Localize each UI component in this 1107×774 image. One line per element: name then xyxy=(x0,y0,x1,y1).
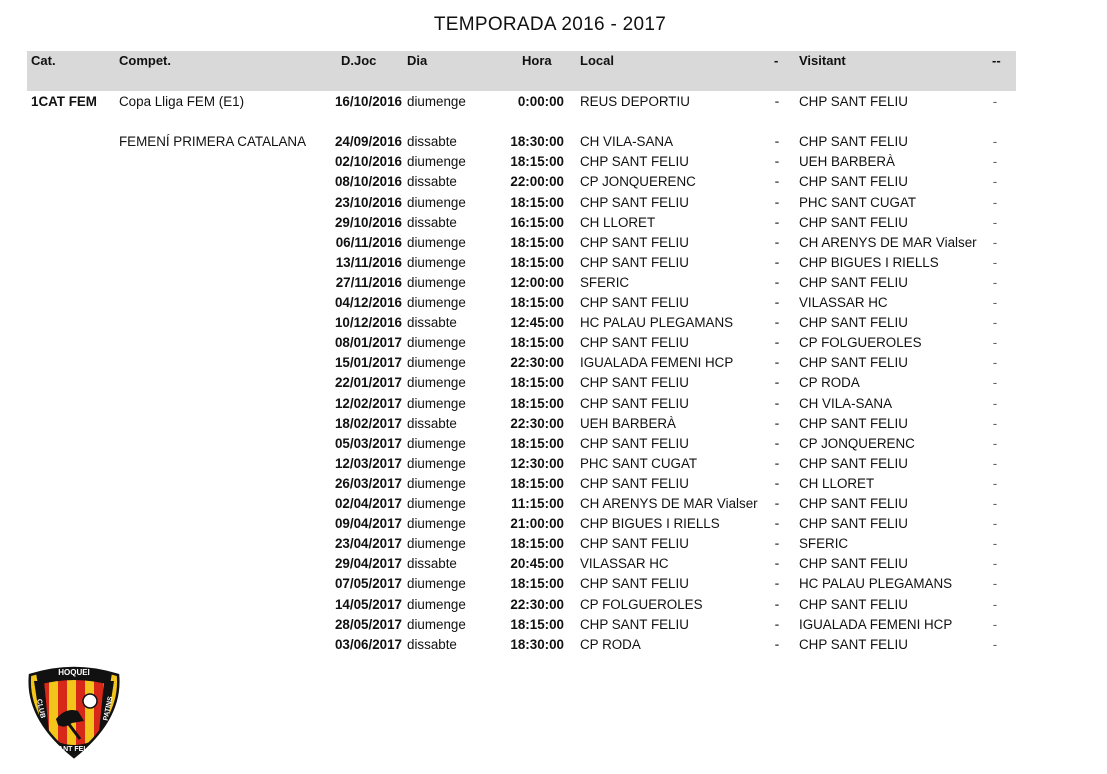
visitant-team: VILASSAR HC xyxy=(799,295,888,310)
visitant-team: PHC SANT CUGAT xyxy=(799,194,917,210)
match-day: diumenge xyxy=(407,154,466,170)
team-separator: - xyxy=(774,315,780,331)
row-end-mark: - xyxy=(992,415,998,431)
match-day: diumenge xyxy=(407,455,466,471)
row-end-mark: - xyxy=(992,435,998,451)
visitant-team: CH VILA-SANA xyxy=(799,395,893,411)
visitant-team: CHP SANT FELIU xyxy=(799,214,908,230)
header-sep: - xyxy=(774,53,779,68)
visitant-team: CH LLORET xyxy=(799,475,875,491)
header-hora: Hora xyxy=(522,53,552,68)
match-date: 16/10/2016 xyxy=(334,94,402,109)
row-end-mark: - xyxy=(992,576,998,592)
team-separator: - xyxy=(774,134,780,150)
team-separator: - xyxy=(774,536,780,552)
match-time: 18:15:00 xyxy=(510,194,564,210)
match-date: 03/06/2017 xyxy=(334,636,402,652)
team-separator: - xyxy=(774,174,780,190)
local-team: CHP SANT FELIU xyxy=(580,254,689,270)
row-end-mark: - xyxy=(992,174,998,190)
match-time: 18:15:00 xyxy=(510,254,564,270)
match-date: 07/05/2017 xyxy=(334,576,402,592)
logo-top-text: HOQUEI xyxy=(58,668,90,677)
team-separator: - xyxy=(774,335,780,351)
match-date: 02/04/2017 xyxy=(334,496,402,511)
local-team: CH VILA-SANA xyxy=(580,134,674,150)
match-date: 13/11/2016 xyxy=(335,254,402,270)
visitant-team: CHP SANT FELIU xyxy=(799,516,908,532)
row-end-mark: - xyxy=(992,455,998,471)
match-day: diumenge xyxy=(407,576,466,592)
row-end-mark: - xyxy=(992,355,998,371)
header-end: -- xyxy=(992,53,1001,68)
match-date: 12/03/2017 xyxy=(334,455,402,471)
match-date: 15/01/2017 xyxy=(334,355,402,371)
row-end-mark: - xyxy=(992,496,998,511)
visitant-team: CHP SANT FELIU xyxy=(799,415,908,431)
match-time: 18:15:00 xyxy=(510,536,564,552)
match-time: 18:30:00 xyxy=(510,636,564,652)
row-end-mark: - xyxy=(992,315,998,331)
match-date: 09/04/2017 xyxy=(334,516,402,532)
match-day: diumenge xyxy=(407,616,466,632)
match-date: 12/02/2017 xyxy=(334,395,402,411)
row-end-mark: - xyxy=(992,295,998,310)
team-separator: - xyxy=(774,435,780,451)
match-time: 18:15:00 xyxy=(510,295,564,310)
visitant-team: HC PALAU PLEGAMANS xyxy=(799,576,953,592)
team-separator: - xyxy=(774,234,780,250)
local-team: SFERIC xyxy=(580,274,630,290)
row-end-mark: - xyxy=(992,274,998,290)
match-time: 22:30:00 xyxy=(510,355,564,371)
logo-bottom-text: SANT FELIU xyxy=(53,746,95,753)
club-logo xyxy=(22,663,126,759)
team-separator: - xyxy=(774,94,780,109)
visitant-team: CHP SANT FELIU xyxy=(799,355,908,371)
visitant-team: CHP SANT FELIU xyxy=(799,455,908,471)
local-team: CP RODA xyxy=(580,636,641,652)
team-separator: - xyxy=(774,254,780,270)
match-time: 22:30:00 xyxy=(510,596,564,612)
team-separator: - xyxy=(774,636,780,652)
team-separator: - xyxy=(774,375,780,391)
match-time: 18:15:00 xyxy=(510,616,564,632)
team-separator: - xyxy=(774,295,780,310)
match-date: 04/12/2016 xyxy=(334,295,402,310)
visitant-team: CH ARENYS DE MAR Vialser xyxy=(799,234,977,250)
team-separator: - xyxy=(774,576,780,592)
header-visitant: Visitant xyxy=(799,53,846,68)
row-end-mark: - xyxy=(992,475,998,491)
match-day: diumenge xyxy=(407,194,466,210)
visitant-team: CHP SANT FELIU xyxy=(799,94,908,109)
visitant-team: IGUALADA FEMENI HCP xyxy=(799,616,953,632)
match-date: 26/03/2017 xyxy=(334,475,402,491)
match-date: 29/04/2017 xyxy=(334,556,402,572)
team-separator: - xyxy=(774,395,780,411)
match-time: 18:15:00 xyxy=(510,576,564,592)
match-day: diumenge xyxy=(407,295,466,310)
team-separator: - xyxy=(774,496,780,511)
row-end-mark: - xyxy=(992,214,998,230)
match-day: diumenge xyxy=(407,435,466,451)
row-end-mark: - xyxy=(992,194,998,210)
match-day: diumenge xyxy=(407,94,466,109)
match-time: 18:15:00 xyxy=(510,335,564,351)
team-separator: - xyxy=(774,274,780,290)
category-label: 1CAT FEM xyxy=(31,94,97,109)
visitant-team: CHP BIGUES I RIELLS xyxy=(799,254,939,270)
logo-right-text: PATINS xyxy=(102,695,115,722)
match-day: dissabte xyxy=(407,415,457,431)
local-team: REUS DEPORTIU xyxy=(580,94,690,109)
team-separator: - xyxy=(774,355,780,371)
team-separator: - xyxy=(774,516,780,532)
team-separator: - xyxy=(774,455,780,471)
match-time: 22:30:00 xyxy=(510,415,564,431)
match-time: 0:00:00 xyxy=(517,94,564,109)
local-team: CHP SANT FELIU xyxy=(580,234,689,250)
match-time: 11:15:00 xyxy=(511,496,564,511)
header-cat: Cat. xyxy=(31,53,56,68)
team-separator: - xyxy=(774,475,780,491)
match-date: 08/10/2016 xyxy=(334,174,402,190)
match-date: 10/12/2016 xyxy=(334,315,402,331)
match-date: 22/01/2017 xyxy=(334,375,402,391)
row-end-mark: - xyxy=(992,134,998,150)
match-day: diumenge xyxy=(407,395,466,411)
match-day: diumenge xyxy=(407,335,466,351)
match-time: 18:15:00 xyxy=(510,375,564,391)
team-separator: - xyxy=(774,194,780,210)
visitant-team: CP FOLGUEROLES xyxy=(799,335,922,351)
match-day: dissabte xyxy=(407,134,457,150)
match-day: diumenge xyxy=(407,375,466,391)
local-team: CHP SANT FELIU xyxy=(580,154,689,170)
match-date: 23/04/2017 xyxy=(334,536,402,552)
match-date: 08/01/2017 xyxy=(334,335,402,351)
team-separator: - xyxy=(774,214,780,230)
row-end-mark: - xyxy=(992,616,998,632)
local-team: CH LLORET xyxy=(580,214,656,230)
local-team: CHP SANT FELIU xyxy=(580,395,689,411)
match-time: 22:00:00 xyxy=(510,174,564,190)
match-time: 18:15:00 xyxy=(510,435,564,451)
row-end-mark: - xyxy=(992,636,998,652)
header-dia: Dia xyxy=(407,53,428,68)
local-team: PHC SANT CUGAT xyxy=(580,455,698,471)
match-date: 28/05/2017 xyxy=(334,616,402,632)
visitant-team: CHP SANT FELIU xyxy=(799,636,908,652)
row-end-mark: - xyxy=(992,556,998,572)
match-day: dissabte xyxy=(407,556,457,572)
local-team: CHP SANT FELIU xyxy=(580,576,689,592)
match-date: 27/11/2016 xyxy=(335,274,402,290)
visitant-team: CHP SANT FELIU xyxy=(799,274,908,290)
visitant-team: CHP SANT FELIU xyxy=(799,596,908,612)
team-separator: - xyxy=(774,415,780,431)
local-team: CP JONQUERENC xyxy=(580,174,696,190)
match-date: 05/03/2017 xyxy=(334,435,402,451)
competition-name: Copa Lliga FEM (E1) xyxy=(119,94,245,109)
match-date: 14/05/2017 xyxy=(334,596,402,612)
visitant-team: UEH BARBERÀ xyxy=(799,154,895,170)
row-end-mark: - xyxy=(992,395,998,411)
local-team: IGUALADA FEMENI HCP xyxy=(580,355,734,371)
row-end-mark: - xyxy=(992,94,998,109)
header-local: Local xyxy=(580,53,614,68)
team-separator: - xyxy=(774,616,780,632)
match-time: 12:30:00 xyxy=(510,455,564,471)
match-day: diumenge xyxy=(407,516,466,532)
row-end-mark: - xyxy=(992,596,998,612)
header-djoc: D.Joc xyxy=(341,53,377,68)
visitant-team: CHP SANT FELIU xyxy=(799,174,908,190)
match-day: diumenge xyxy=(407,475,466,491)
visitant-team: CHP SANT FELIU xyxy=(799,134,908,150)
team-separator: - xyxy=(774,154,780,170)
match-time: 12:00:00 xyxy=(510,274,564,290)
header-compet: Compet. xyxy=(119,53,171,68)
local-team: CHP SANT FELIU xyxy=(580,435,689,451)
visitant-team: CP JONQUERENC xyxy=(799,435,915,451)
row-end-mark: - xyxy=(992,335,998,351)
match-day: diumenge xyxy=(407,596,466,612)
match-day: diumenge xyxy=(407,536,466,552)
match-time: 20:45:00 xyxy=(510,556,564,572)
visitant-team: CHP SANT FELIU xyxy=(799,496,908,511)
row-end-mark: - xyxy=(992,516,998,532)
match-day: diumenge xyxy=(407,496,466,511)
row-end-mark: - xyxy=(992,234,998,250)
match-date: 06/11/2016 xyxy=(335,234,402,250)
local-team: CHP SANT FELIU xyxy=(580,335,689,351)
local-team: UEH BARBERÀ xyxy=(580,415,676,431)
page-title: TEMPORADA 2016 - 2017 xyxy=(433,14,667,35)
match-day: diumenge xyxy=(407,355,466,371)
match-day: dissabte xyxy=(407,636,457,652)
match-time: 12:45:00 xyxy=(510,315,564,331)
local-team: CHP SANT FELIU xyxy=(580,475,689,491)
match-time: 18:30:00 xyxy=(510,134,564,150)
match-time: 18:15:00 xyxy=(510,234,564,250)
match-day: diumenge xyxy=(407,254,466,270)
match-time: 18:15:00 xyxy=(510,154,564,170)
match-time: 16:15:00 xyxy=(510,214,564,230)
match-date: 18/02/2017 xyxy=(334,415,402,431)
local-team: CHP SANT FELIU xyxy=(580,295,689,310)
local-team: CHP SANT FELIU xyxy=(580,375,689,391)
team-separator: - xyxy=(774,556,780,572)
match-time: 18:15:00 xyxy=(510,395,564,411)
local-team: CHP SANT FELIU xyxy=(580,536,689,552)
match-day: dissabte xyxy=(407,174,457,190)
local-team: HC PALAU PLEGAMANS xyxy=(580,315,734,331)
match-time: 21:00:00 xyxy=(510,516,564,532)
match-day: diumenge xyxy=(407,234,466,250)
local-team: CH ARENYS DE MAR Vialser xyxy=(580,496,758,511)
match-time: 18:15:00 xyxy=(510,475,564,491)
match-date: 23/10/2016 xyxy=(334,194,402,210)
visitant-team: CP RODA xyxy=(799,375,860,391)
match-date: 29/10/2016 xyxy=(334,214,402,230)
visitant-team: CHP SANT FELIU xyxy=(799,556,908,572)
visitant-team: CHP SANT FELIU xyxy=(799,315,908,331)
match-date: 24/09/2016 xyxy=(334,134,402,150)
match-date: 02/10/2016 xyxy=(334,154,402,170)
local-team: CHP BIGUES I RIELLS xyxy=(580,516,720,532)
logo-left-text: CLUB xyxy=(35,698,46,719)
local-team: CP FOLGUEROLES xyxy=(580,596,703,612)
match-day: dissabte xyxy=(407,315,457,331)
visitant-team: SFERIC xyxy=(799,536,849,552)
row-end-mark: - xyxy=(992,375,998,391)
row-end-mark: - xyxy=(992,154,998,170)
row-end-mark: - xyxy=(992,254,998,270)
competition-name: FEMENÍ PRIMERA CATALANA xyxy=(119,134,307,150)
match-day: dissabte xyxy=(407,214,457,230)
row-end-mark: - xyxy=(992,536,998,552)
local-team: CHP SANT FELIU xyxy=(580,194,689,210)
local-team: CHP SANT FELIU xyxy=(580,616,689,632)
local-team: VILASSAR HC xyxy=(580,556,669,572)
match-day: diumenge xyxy=(407,274,466,290)
team-separator: - xyxy=(774,596,780,612)
